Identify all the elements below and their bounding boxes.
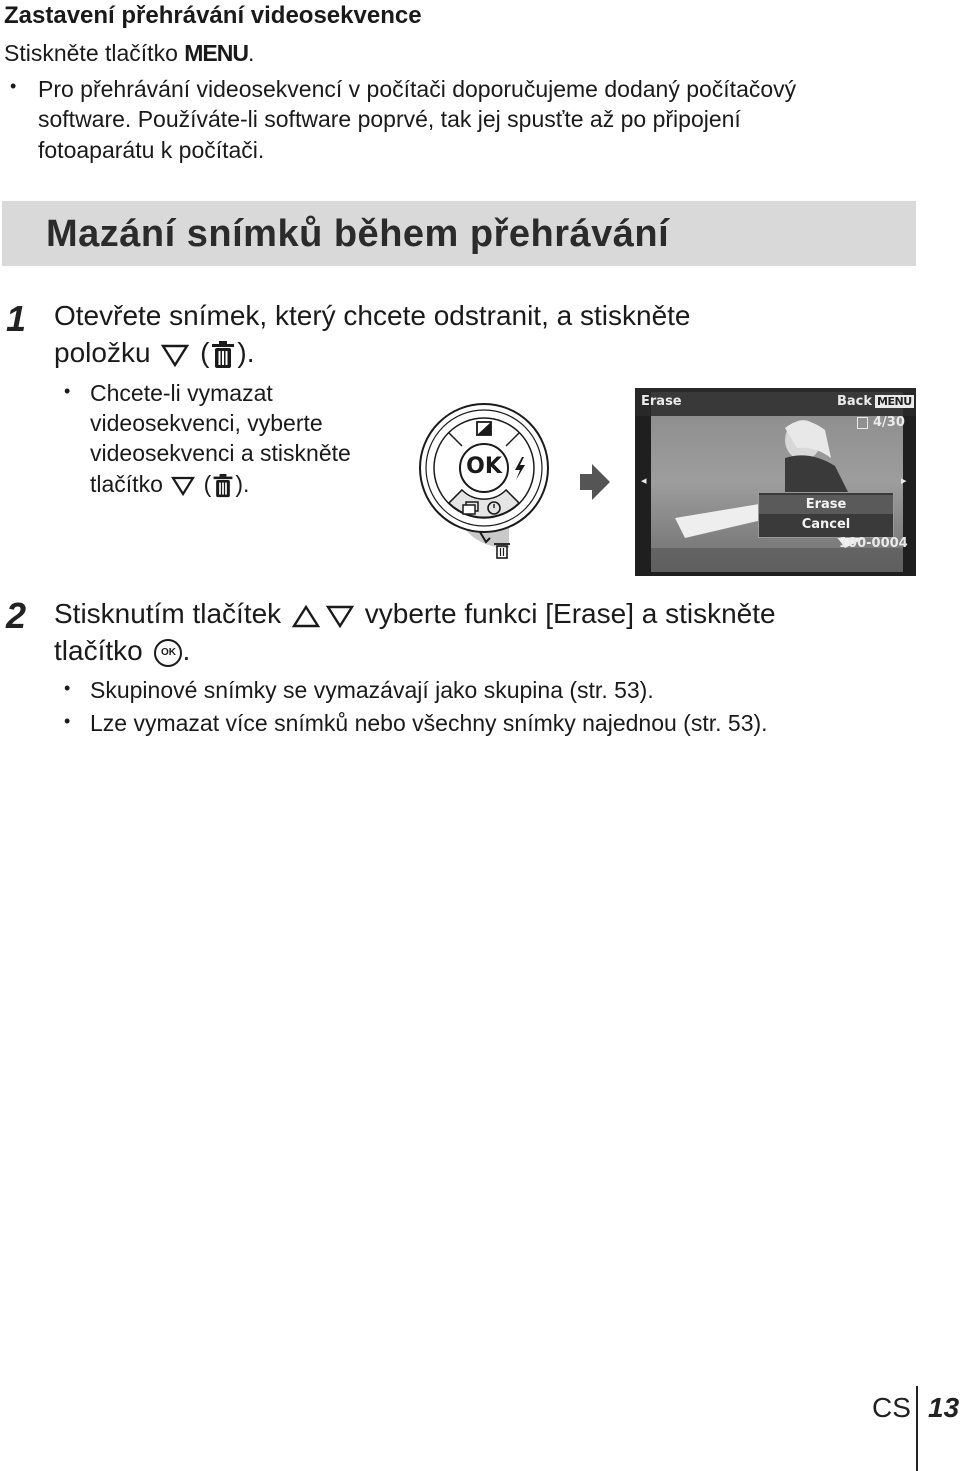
back-label: Back bbox=[837, 394, 873, 409]
footer-divider bbox=[916, 1386, 918, 1471]
cancel-option[interactable]: Cancel bbox=[801, 517, 851, 532]
press-menu-instruction bbox=[4, 38, 254, 68]
step2-line1-suffix: vyberte funkci [Erase] a stiskněte bbox=[364, 598, 776, 629]
menu-key-label: MENU bbox=[184, 40, 248, 66]
erase-multiple-note: Lze vymazat více snímků nebo všechny snímky najednou (str. 53). bbox=[90, 710, 768, 736]
trash-icon bbox=[211, 473, 235, 499]
menu-key-chip: MENU bbox=[877, 395, 912, 408]
step2-line2-prefix: tlačítko bbox=[54, 635, 143, 666]
step1-line2-prefix: položku bbox=[54, 337, 151, 368]
card-icon bbox=[857, 417, 868, 429]
screen-back bbox=[837, 394, 914, 409]
step1-line-1: Otevřete snímek, který chcete odstranit, a stiskněte bbox=[54, 300, 691, 331]
erase-dialog bbox=[758, 492, 894, 538]
subsection-heading: Zastavení přehrávání videosekvence bbox=[4, 2, 422, 29]
bullet-dot: • bbox=[64, 381, 71, 401]
bullet-dot: • bbox=[64, 678, 71, 698]
bullet-dot: • bbox=[64, 711, 71, 731]
down-triangle-icon bbox=[158, 342, 192, 368]
file-number: 100-0004 bbox=[839, 536, 908, 551]
video-note-line-1: Chcete-li vymazat bbox=[90, 380, 273, 406]
group-shots-note: Skupinové snímky se vymazávají jako skupina (str. 53). bbox=[90, 677, 654, 703]
trash-icon bbox=[209, 340, 237, 370]
page-number: 13 bbox=[928, 1392, 960, 1423]
screen-title: Erase bbox=[641, 394, 682, 409]
up-triangle-icon bbox=[289, 603, 323, 629]
step-number-2: 2 bbox=[6, 595, 27, 636]
camera-screen bbox=[635, 388, 916, 576]
ok-button-label: OK bbox=[466, 454, 502, 479]
note-line-2: software. Používáte-li software poprvé, tak jej spusťte až po připojení bbox=[38, 106, 741, 132]
down-triangle-icon bbox=[169, 475, 197, 497]
erase-option[interactable]: Erase bbox=[759, 495, 893, 514]
note-line-3: fotoaparátu k počítači. bbox=[38, 137, 265, 163]
step1-line-2: položku ( ). bbox=[54, 337, 255, 368]
press-menu-prefix: Stiskněte tlačítko bbox=[4, 40, 185, 66]
counter-text: 4/30 bbox=[873, 415, 905, 430]
step-number-1: 1 bbox=[6, 298, 27, 339]
bullet-dot: • bbox=[10, 76, 17, 96]
step2-line-2: tlačítko OK . bbox=[54, 635, 191, 666]
prev-arrow-icon: ◂ bbox=[641, 474, 647, 487]
video-note-prefix: tlačítko bbox=[90, 471, 163, 497]
section-banner bbox=[2, 201, 916, 266]
note-line-1: Pro přehrávání videosekvencí v počítači doporučujeme dodaný počítačový bbox=[38, 76, 797, 102]
video-note-line-3: videosekvenci a stiskněte bbox=[90, 440, 351, 466]
frame-counter bbox=[857, 415, 905, 430]
next-arrow-icon: ▸ bbox=[901, 474, 907, 487]
arrow-right-icon bbox=[578, 462, 612, 502]
step2-line1-prefix: Stisknutím tlačítek bbox=[54, 598, 282, 629]
down-triangle-icon bbox=[323, 603, 357, 629]
language-code: CS bbox=[872, 1392, 911, 1423]
video-note-line-2: videosekvenci, vyberte bbox=[90, 410, 323, 436]
section-title: Mazání snímků během přehrávání bbox=[46, 213, 670, 255]
press-menu-suffix: . bbox=[247, 40, 255, 66]
control-dial-illustration bbox=[414, 398, 554, 566]
ok-button-icon: OK bbox=[154, 639, 182, 667]
step2-line-1 bbox=[54, 595, 776, 632]
video-note-line-4: tlačítko ( ). bbox=[90, 471, 250, 497]
